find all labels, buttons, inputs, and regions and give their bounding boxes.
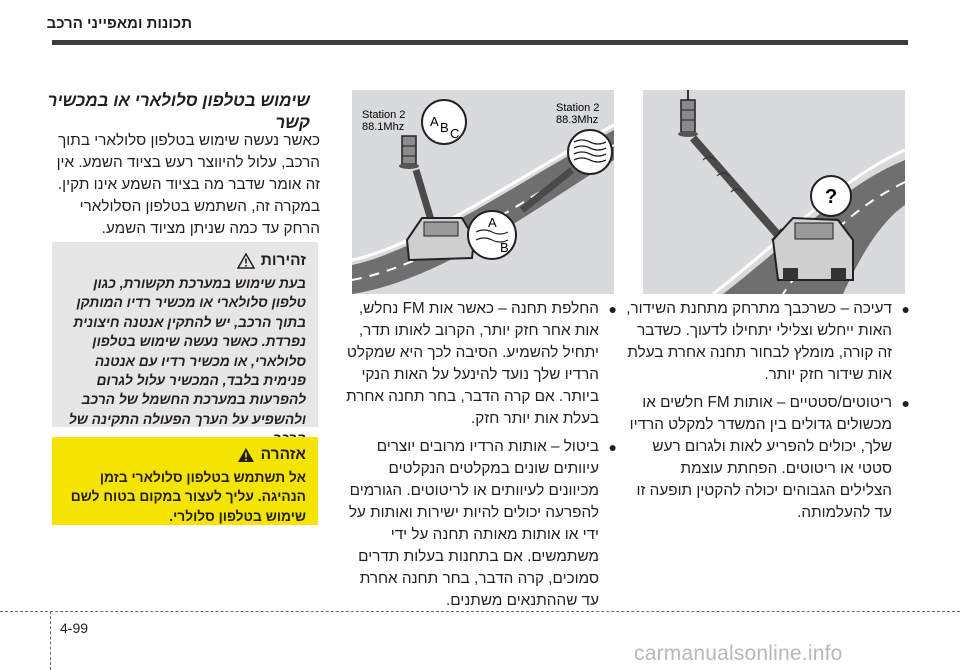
warning-heading-row bbox=[64, 446, 306, 464]
car-icon bbox=[773, 218, 853, 280]
bullet-fading-text: דעיכה – כשרכבך מתרחק מתחנת השידור, האות ייחלש וצלילי יתחילו לדעוך. כשדבר זה קורה, מומלץ לבחור תחנה אחרת בעלת אות שידור חזק יותר. bbox=[626, 300, 892, 383]
station-left-name: Station 2 bbox=[362, 109, 406, 121]
warning-heading: אזהרה bbox=[260, 446, 306, 463]
page-header-title: תכונות ומאפייני הרכב bbox=[46, 15, 192, 32]
signal-letter-b: B bbox=[440, 120, 449, 135]
station-right-name: Station 2 bbox=[556, 102, 600, 114]
station-right-freq: 88.3Mhz bbox=[556, 114, 599, 126]
warning-text: אל תשתמש בטלפון סלולארי בזמן הנהיגה. עליך לעצור במקום בטוח לשם שימוש בטלפון סלולרי. bbox=[70, 470, 306, 524]
header-rule bbox=[52, 40, 908, 45]
page-number: 4-99 bbox=[60, 620, 89, 636]
bullet-dot-icon: ● bbox=[608, 301, 617, 317]
caution-heading: זהירות bbox=[260, 252, 306, 269]
bullet-dot-icon: ● bbox=[608, 439, 617, 455]
bullet-station-swap bbox=[345, 298, 617, 430]
middle-text-column bbox=[345, 298, 617, 618]
illustration-station-swapping bbox=[352, 90, 614, 294]
right-text-column bbox=[625, 298, 910, 530]
signal-letter-c: C bbox=[450, 126, 460, 141]
caution-heading-row bbox=[64, 252, 306, 270]
warning-triangle-outline-icon bbox=[237, 253, 255, 269]
caution-box bbox=[52, 242, 318, 427]
bullet-station-swap-text: החלפת תחנה – כאשר אות FM נחלש, אות אחר חזק יותר, הקרוב לאותו תדר, יתחיל להשמיע. הסיבה לכך היא שמקלט הרדיו שלך נועד להינעל על האות הנקי ביותר. אם קרה הדבר, בחר תחנה אחרת בעלת אות יותר חזק. bbox=[346, 300, 599, 427]
car-signal-letter-b: B bbox=[500, 240, 509, 255]
bullet-dot-icon: ● bbox=[901, 301, 910, 317]
bullet-static bbox=[625, 392, 910, 524]
bullet-fading bbox=[625, 298, 910, 386]
footer-divider bbox=[0, 611, 960, 612]
illustration-fading-signal bbox=[643, 90, 905, 294]
radio-tower-icon bbox=[399, 136, 419, 169]
station-left-freq: 88.1Mhz bbox=[362, 121, 405, 133]
radio-tower-icon bbox=[678, 90, 698, 137]
site-watermark: carmanualsonline.info bbox=[634, 642, 843, 665]
section-body: כאשר נעשה שימוש בטלפון סלולארי בתוך הרכב, עלול להיווצר רעש בציוד השמע. אין זה אומר שדבר מה בציוד השמע אינו תקין. במקרה זה, השתמש בטלפון הסלולארי הרחק עד כמה שניתן מציוד השמע. bbox=[56, 132, 320, 237]
bullet-cancellation-text: ביטול – אותות הרדיו מרובים יוצרים עיוותים שונים במקלטים הנקלטים מכיוונים לעיוותים או לריטוטים. הגורמים להפרעה יכולים להיות ישירות ואותות על ידי או אותות מאותה תחנה על ידי משתמשים. אם בתחנות בעלות תדרים סמוכים, קרה הדבר, בחר תחנה אחרת עד שההתנאים משתנים. bbox=[348, 438, 599, 609]
warning-triangle-icon bbox=[237, 447, 255, 463]
bullet-static-text: ריטוטים/סטטיים – אותות FM חלשים או מכשולים גדולים בין המשדר למקלט הרדיו שלך, יכולים להפריע לאות ולגרום רעש סטטי או ריטוטים. הפחתת עוצמת הצלילים הגבוהים יכולה להקטין תופעה זו עד להעלמותה. bbox=[629, 394, 892, 521]
car-icon bbox=[407, 218, 474, 260]
bullet-cancellation bbox=[345, 436, 617, 612]
warning-box bbox=[52, 437, 318, 525]
bullet-dot-icon: ● bbox=[901, 395, 910, 411]
car-signal-letter-a: A bbox=[488, 215, 497, 230]
section-title: שימוש בטלפון סלולארי או במכשיר קשר bbox=[47, 91, 310, 132]
question-mark-label: ? bbox=[825, 186, 838, 208]
signal-letter-a: A bbox=[430, 114, 439, 129]
caution-text: בעת שימוש במערכת תקשורת, כגון טלפון סלולארי או מכשיר רדיו המותקן בתוך הרכב, יש להתקין אנטנה חיצונית נפרדת. כאשר נעשה שימוש בטלפון סלולארי, או מכשיר רדיו עם אנטנה פנימית בלבד, המכשיר עלול לגרום להפרעות במערכת החשמל של הרכב ולהשפיע על הערך הפעולה התקינה של bbox=[68, 276, 306, 427]
footer-vertical-divider bbox=[50, 611, 51, 670]
